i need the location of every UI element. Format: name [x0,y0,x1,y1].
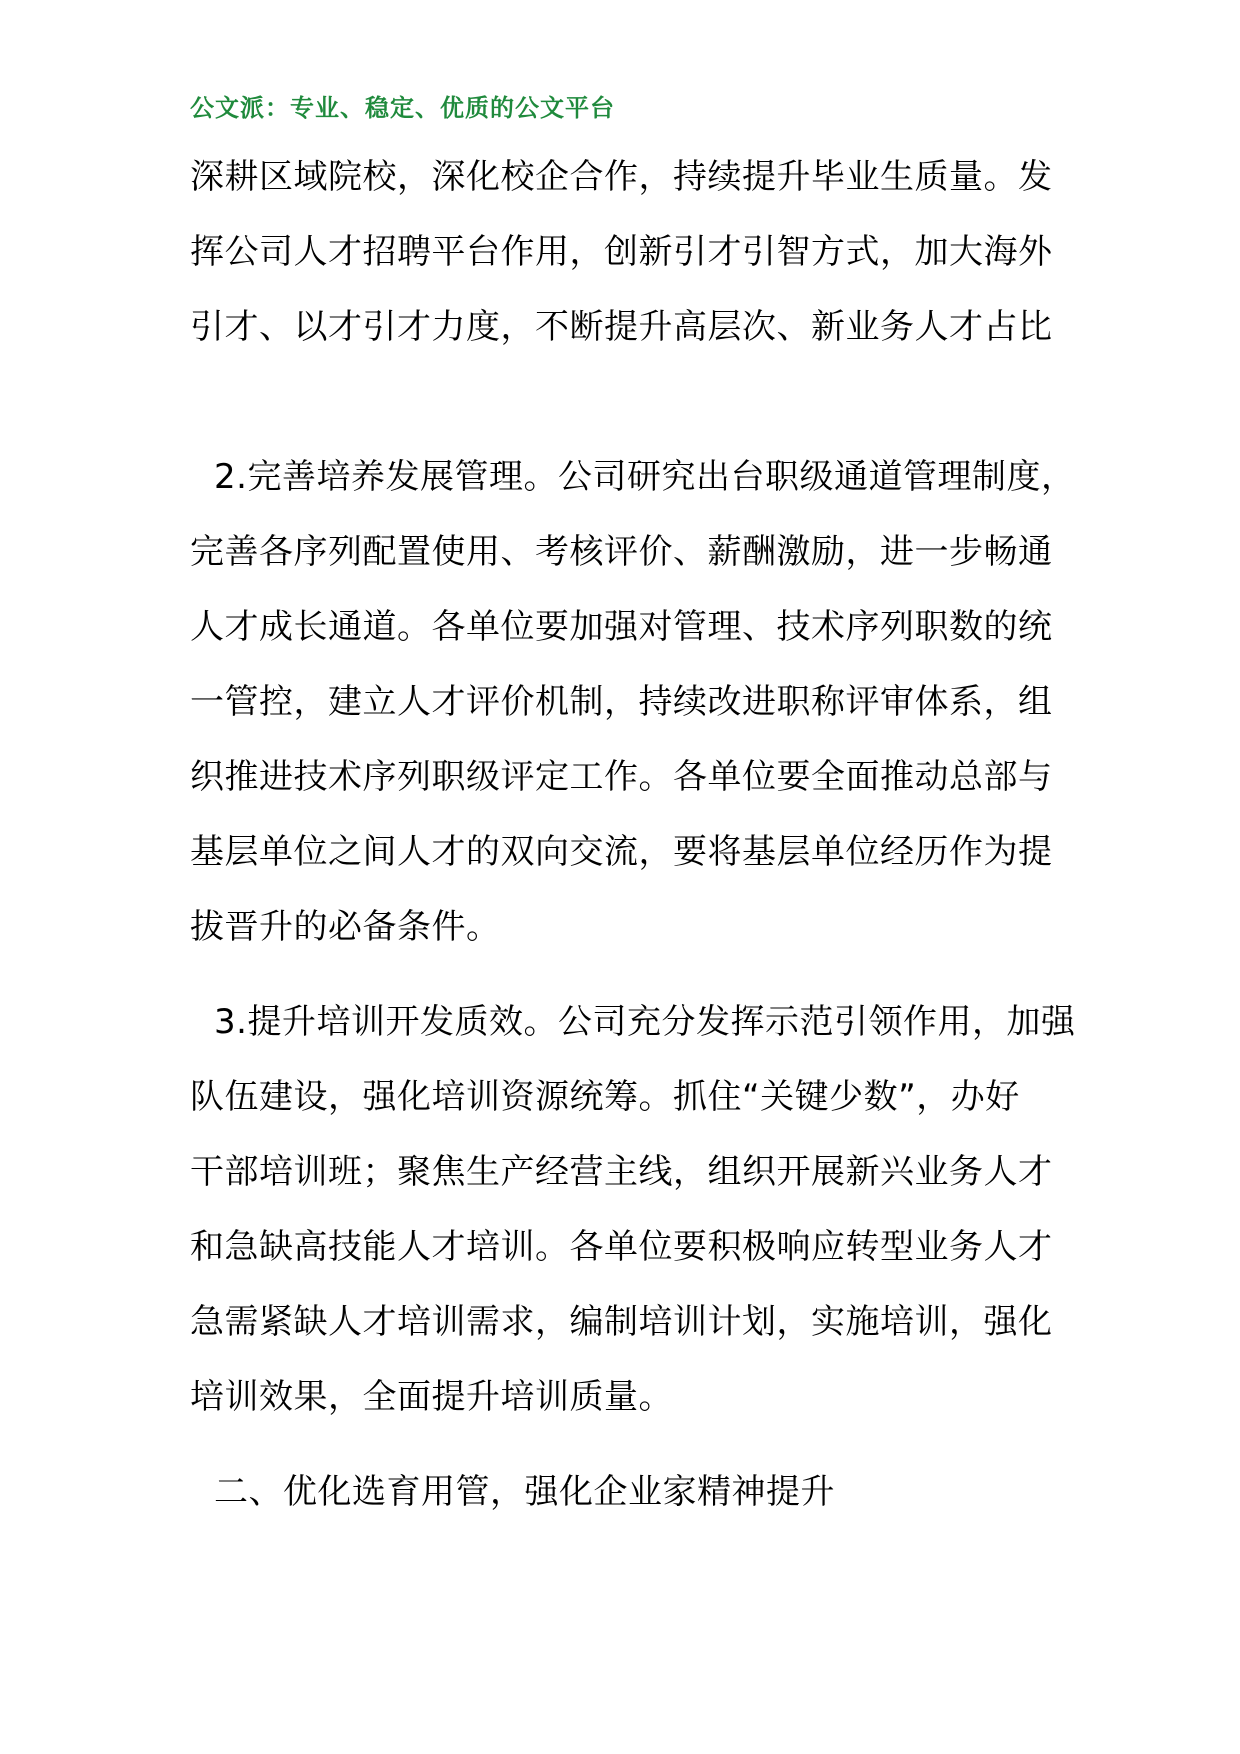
paragraph-line: 挥公司人才招聘平台作用，创新引才引智方式，加大海外 [190,232,1053,272]
paragraph-line: 急需紧缺人才培训需求，编制培训计划，实施培训，强化 [190,1302,1053,1342]
paragraph-line: 拔晋升的必备条件。 [190,907,501,947]
paragraph-line: 3.提升培训开发质效。公司充分发挥示范引领作用，加强 [214,1002,1076,1042]
paragraph-line: 和急缺高技能人才培训。各单位要积极响应转型业务人才 [190,1227,1053,1267]
intro-paragraph [190,140,1053,365]
paragraph-line: 培训效果，全面提升培训质量。 [190,1377,673,1417]
paragraph-line: 干部培训班；聚焦生产经营主线，组织开展新兴业务人才 [190,1152,1053,1192]
section-2-paragraph [190,440,1076,965]
paragraph-line: 引才、以才引才力度，不断提升高层次、新业务人才占比 [190,307,1053,347]
section-3-paragraph [190,985,1076,1435]
paragraph-line: 深耕区域院校，深化校企合作，持续提升毕业生质量。发 [190,157,1053,197]
paragraph-line: 队伍建设，强化培训资源统筹。抓住“关键少数”，办好 [190,1077,1020,1117]
paragraph-line: 人才成长通道。各单位要加强对管理、技术序列职数的统 [190,607,1053,647]
section-heading [190,1455,1050,1530]
paragraph-line: 一管控，建立人才评价机制，持续改进职称评审体系，组 [190,682,1053,722]
paragraph-line: 完善各序列配置使用、考核评价、薪酬激励，进一步畅通 [190,532,1053,572]
paragraph-line: 织推进技术序列职级评定工作。各单位要全面推动总部与 [190,757,1053,797]
paragraph-line: 基层单位之间人才的双向交流，要将基层单位经历作为提 [190,832,1053,872]
paragraph-line: 2.完善培养发展管理。公司研究出台职级通道管理制度， [214,457,1076,497]
heading-text: 二、优化选育用管，强化企业家精神提升 [214,1472,835,1512]
header-banner: 公文派：专业、稳定、优质的公文平台 [190,94,615,122]
